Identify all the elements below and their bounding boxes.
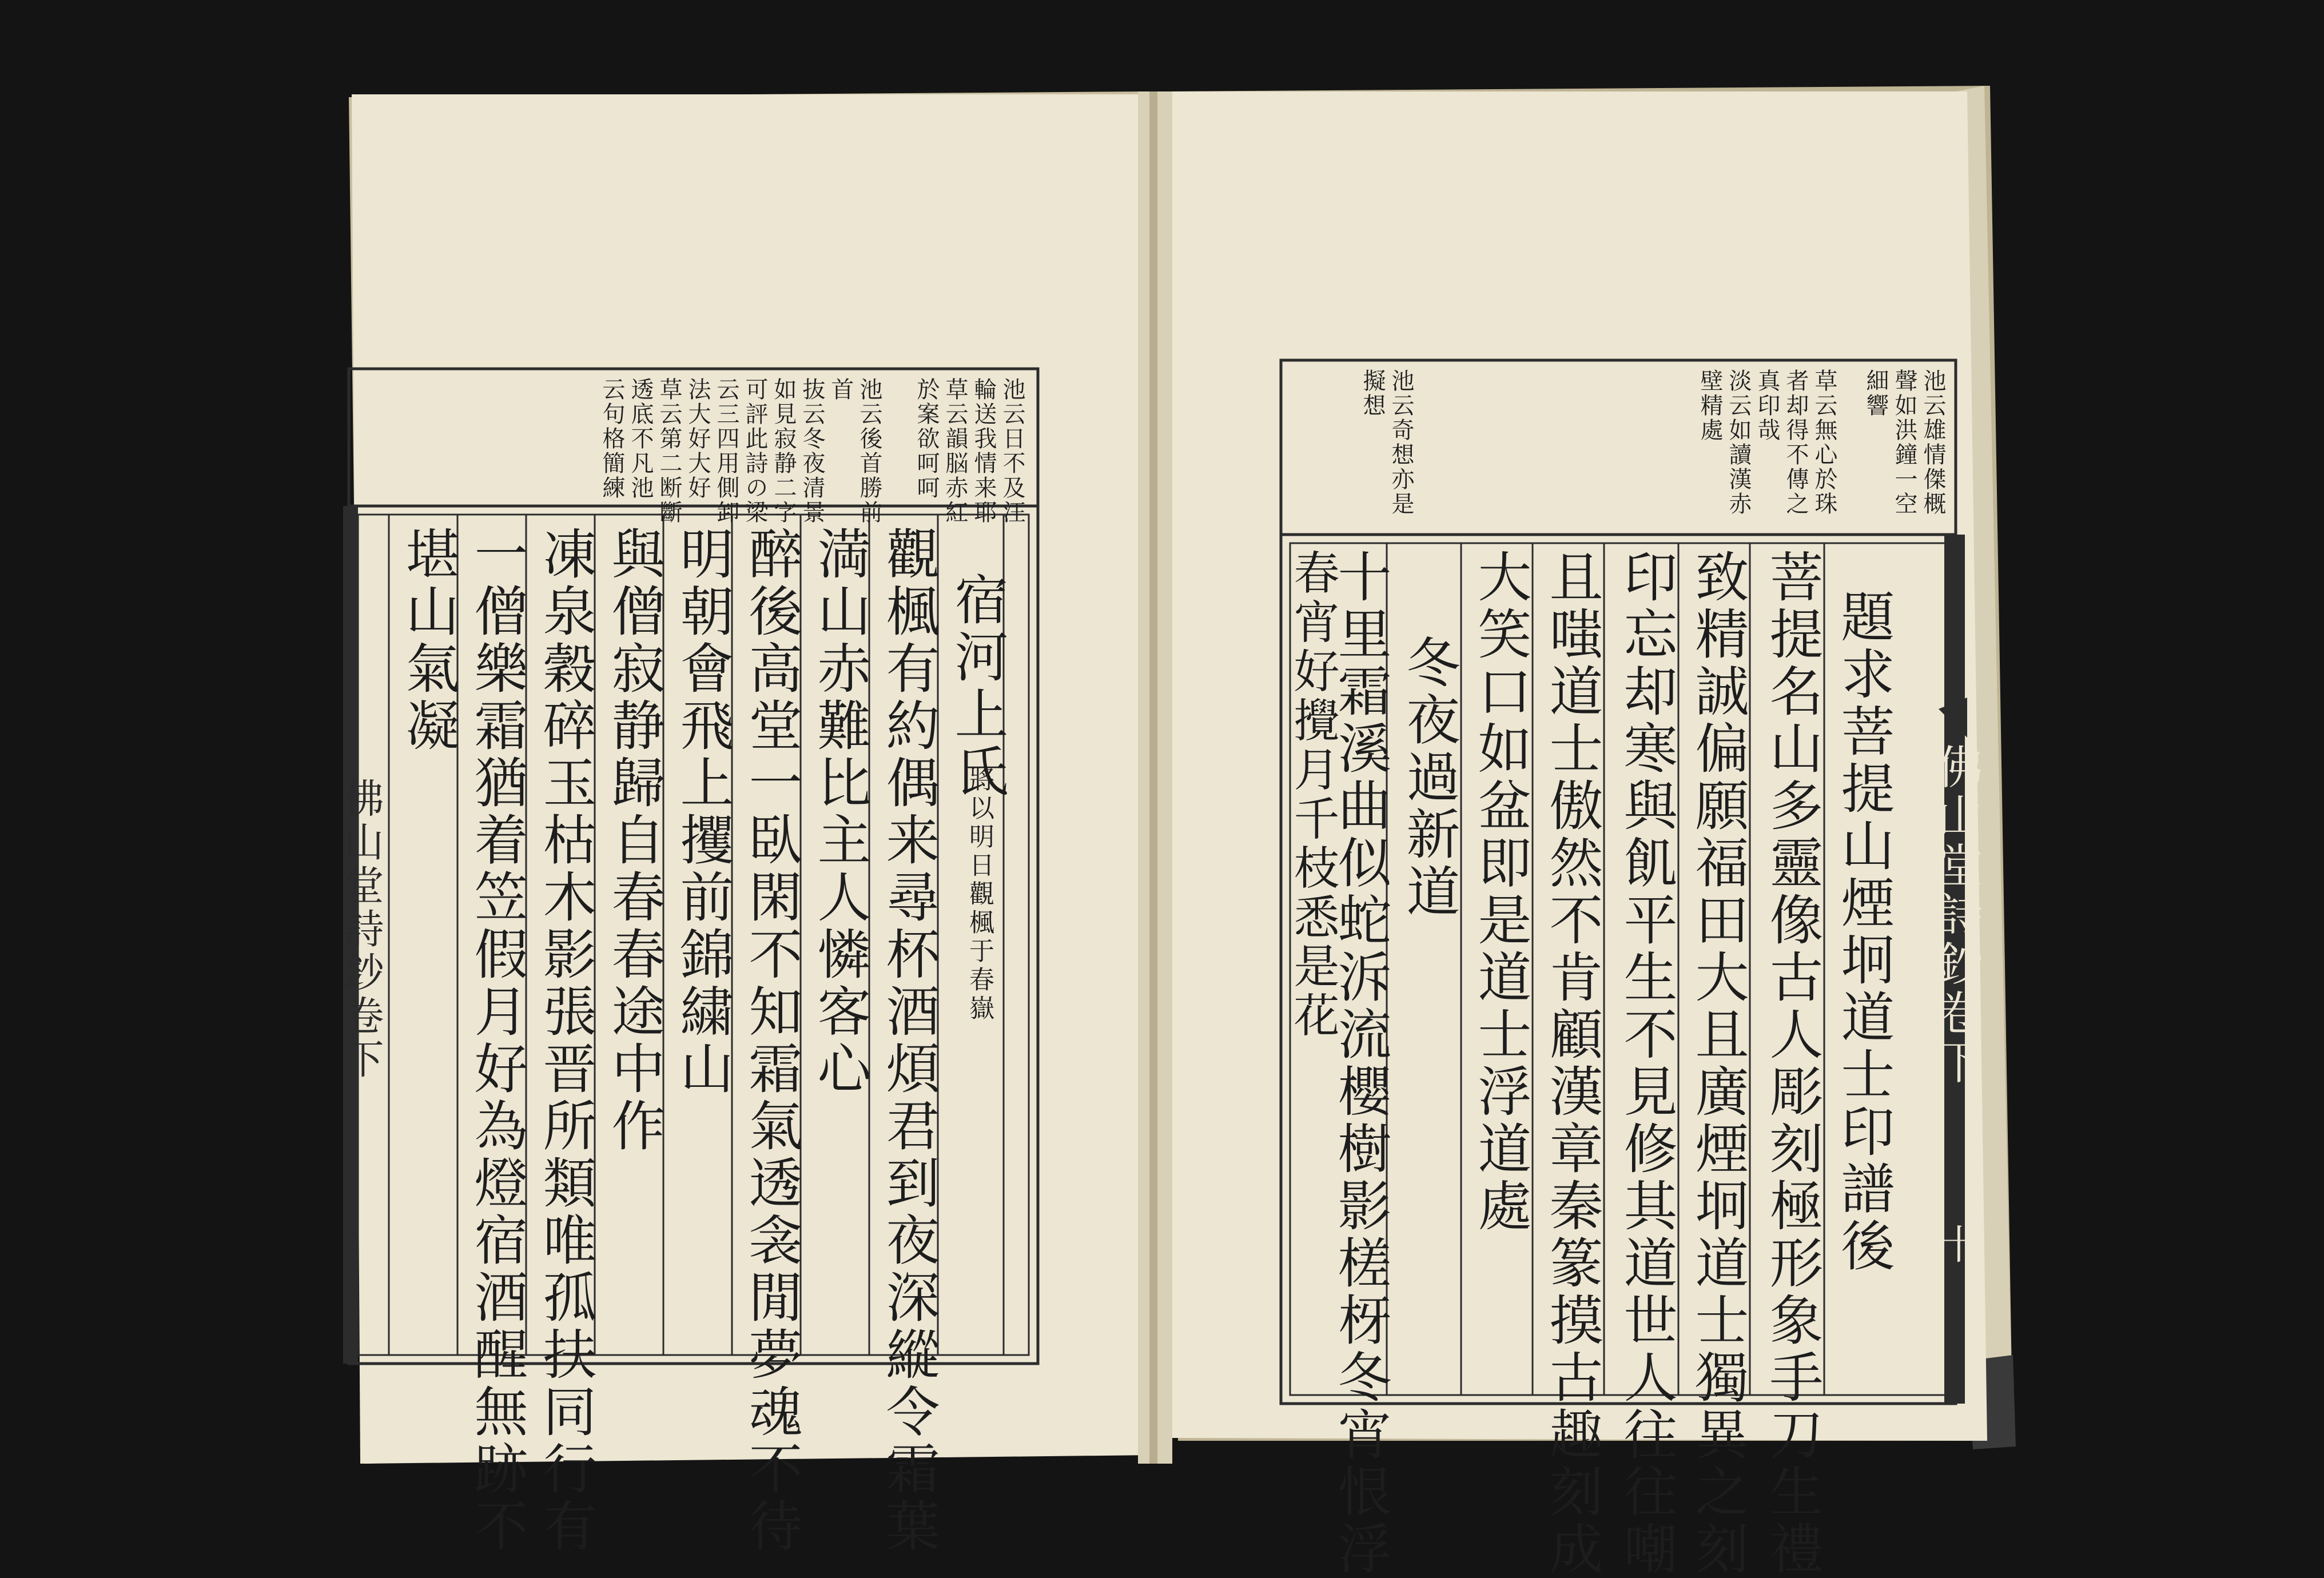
left-column-8: 一僧樂霜猶着笠假月好為燈宿酒醒無跡不 — [465, 526, 527, 1555]
left-headnote-3: 草云韻脳赤紅 — [942, 377, 968, 525]
left-headnote-10: 云三四用側卸 — [713, 377, 739, 525]
right-headnote-7: 淡云如讀漢赤 — [1725, 369, 1752, 516]
left-column-1: 宿河上氏 — [945, 572, 1008, 800]
gutter-fold — [1149, 91, 1157, 1464]
left-column-9: 堪山氣凝 — [396, 526, 459, 755]
right-column-4: 印忘却寒與飢平生不見修其道世人往往嘲 — [1614, 549, 1677, 1578]
right-column-3: 致精誠偏願福田大且廣煙坰道士獨異之刻 — [1686, 549, 1748, 1578]
left-headnote-14: 云句格簡練 — [599, 377, 625, 500]
right-headnote-5: 者却得不傳之 — [1782, 369, 1809, 516]
right-column-5: 且嗤道士傲然不肯顧漢章秦篆摸古趣刻成 — [1540, 549, 1602, 1578]
left-marginal-title: 佛山堂詩鈔卷下 — [337, 778, 384, 1082]
left-column-3: 満山赤難比主人憐客心 — [808, 526, 870, 1098]
left-headnote-2: 輪送我情来耶 — [970, 377, 997, 525]
left-column-6: 與僧寂静歸自春春途中作 — [602, 526, 664, 1155]
right-headnote-8: 壁精處 — [1697, 369, 1723, 443]
right-headnote-2: 聲如洪鐘一空 — [1891, 369, 1917, 516]
right-headnote-4: 草云無心於珠 — [1811, 369, 1837, 516]
right-headnote-10: 擬想 — [1359, 369, 1386, 418]
right-headnote-1: 池云雄情傑概 — [1920, 369, 1946, 516]
left-headnote-12: 草云第二断斷 — [656, 377, 682, 525]
right-column-1: 題求菩提山煙坰道士印譜後 — [1832, 589, 1894, 1275]
right-column-6: 大笑口如盆即是道士浮道處 — [1469, 549, 1531, 1235]
right-headnote-9: 池云奇想亦是 — [1388, 369, 1414, 516]
left-headnote-1: 池云日不及汪 — [999, 377, 1025, 525]
right-column-9: 春宵好攪月千枝悉是花 — [1286, 549, 1339, 1041]
right-column-2: 菩提名山多靈像古人彫刻極形象手刀生禮 — [1760, 549, 1822, 1578]
left-headnote-7: 抜云冬夜清景 — [799, 377, 825, 525]
right-column-7: 冬夜過新道 — [1397, 635, 1459, 920]
left-column-5: 明朝會飛上攫前錦繍山 — [671, 526, 733, 1098]
left-column-1-note: 將以明日觀楓于春嶽 — [965, 766, 994, 1023]
left-column-7: 凍泉穀碎玉枯木影張晋所類唯孤扶同行有 — [534, 526, 596, 1555]
leaf-number: 十 — [1932, 1224, 1979, 1267]
right-headnote-6: 真印哉 — [1754, 369, 1780, 443]
left-headnote-5: 池云後首勝前 — [856, 377, 882, 525]
left-column-4: 醉後高堂一臥閑不知霜氣透衾閒夢魂不待 — [739, 526, 802, 1555]
right-headnote-3: 細響 — [1863, 369, 1889, 418]
left-headnote-9: 可評此詩の梁 — [742, 377, 768, 525]
left-headnote-11: 法大好大好 — [685, 377, 711, 500]
left-headnote-8: 如見寂静二字 — [770, 377, 797, 525]
left-headnote-6: 首 — [827, 377, 854, 402]
left-headnote-13: 透底不凡池 — [627, 377, 654, 500]
right-column-8: 十里霜溪曲似蛇泝流櫻樹影槎枒冬宵恨浮 — [1328, 549, 1391, 1578]
left-column-2: 觀楓有約偶来尋杯酒煩君到夜深縱令霜葉 — [877, 526, 939, 1555]
left-headnote-4: 於案欲呵呵 — [913, 377, 940, 500]
right-marginal-title: 佛山堂詩鈔卷下 — [1929, 743, 1983, 1087]
